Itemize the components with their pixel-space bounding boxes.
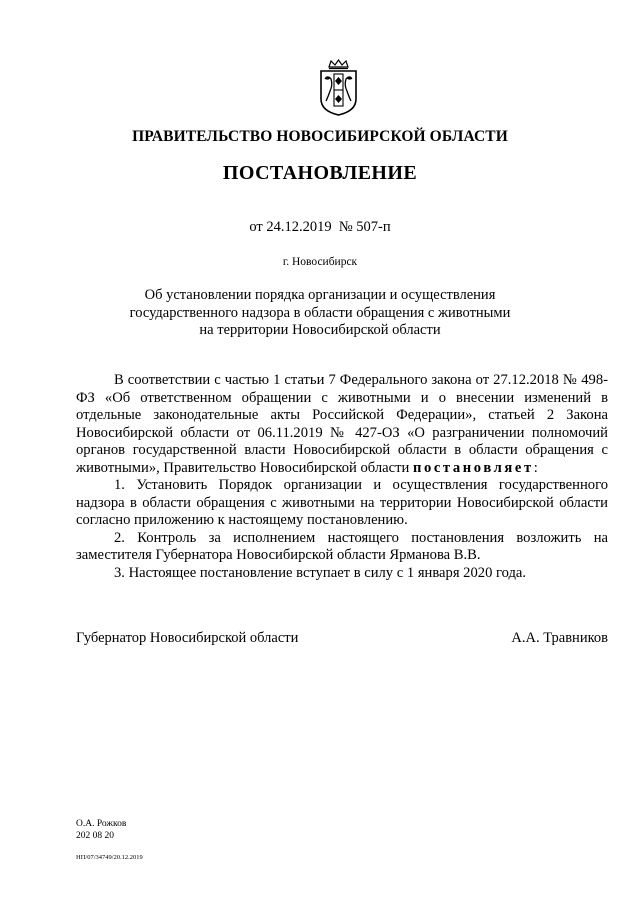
body-paragraph-item-1: 1. Установить Порядок организации и осуществления государственного надзора в области обращения с животными на территории Новосибирской области согласно приложению к настоящему постановлению.	[76, 477, 608, 528]
executor-name: О.А. Рожков	[76, 819, 127, 829]
city: г. Новосибирск	[282, 256, 358, 268]
body-paragraph-intro	[76, 372, 608, 477]
document-body	[76, 372, 608, 582]
subject-line: на территории Новосибирской области	[199, 322, 441, 338]
executor-phone: 202 08 20	[76, 831, 114, 841]
document-subject	[0, 287, 640, 340]
signatory-position: Губернатор Новосибирской области	[76, 630, 299, 646]
intro-text: В соответствии с частью 1 статьи 7 Федерального закона от 27.12.2018 № 498-ФЗ «Об ответственном обращении с животными и о внесении изменений в отдельные законодательные акты Российской Федерации», статьей 2 Закона Новосибирской области от 06.11.2019 № 427-ОЗ «О разграничении полномочий органов государственной власти Новосибирской области в области обращения с животными», Правительство Новосибирской области	[76, 372, 608, 476]
document-type: ПОСТАНОВЛЕНИЕ	[222, 162, 418, 184]
footer-code: НП/07/34749/20.12.2019	[76, 854, 143, 861]
body-paragraph-item-2: 2. Контроль за исполнением настоящего постановления возложить на заместителя Губернатора Новосибирской области Ярманова В.В.	[76, 529, 608, 563]
body-paragraph-item-3: 3. Настоящее постановление вступает в силу с 1 января 2020 года.	[114, 564, 527, 581]
executor-block	[76, 818, 126, 842]
resolves-word: постановляет	[412, 459, 534, 476]
subject-line: государственного надзора в области обращения с животными	[129, 304, 511, 321]
subject-line: Об установлении порядка организации и осуществления	[144, 287, 496, 303]
signatory-name: А.А. Травников	[511, 630, 608, 646]
date-and-number: от 24.12.2019 № 507-п	[249, 219, 391, 235]
coat-of-arms-icon	[316, 59, 361, 117]
colon: :	[533, 459, 538, 476]
government-title: ПРАВИТЕЛЬСТВО НОВОСИБИРСКОЙ ОБЛАСТИ	[132, 128, 508, 145]
